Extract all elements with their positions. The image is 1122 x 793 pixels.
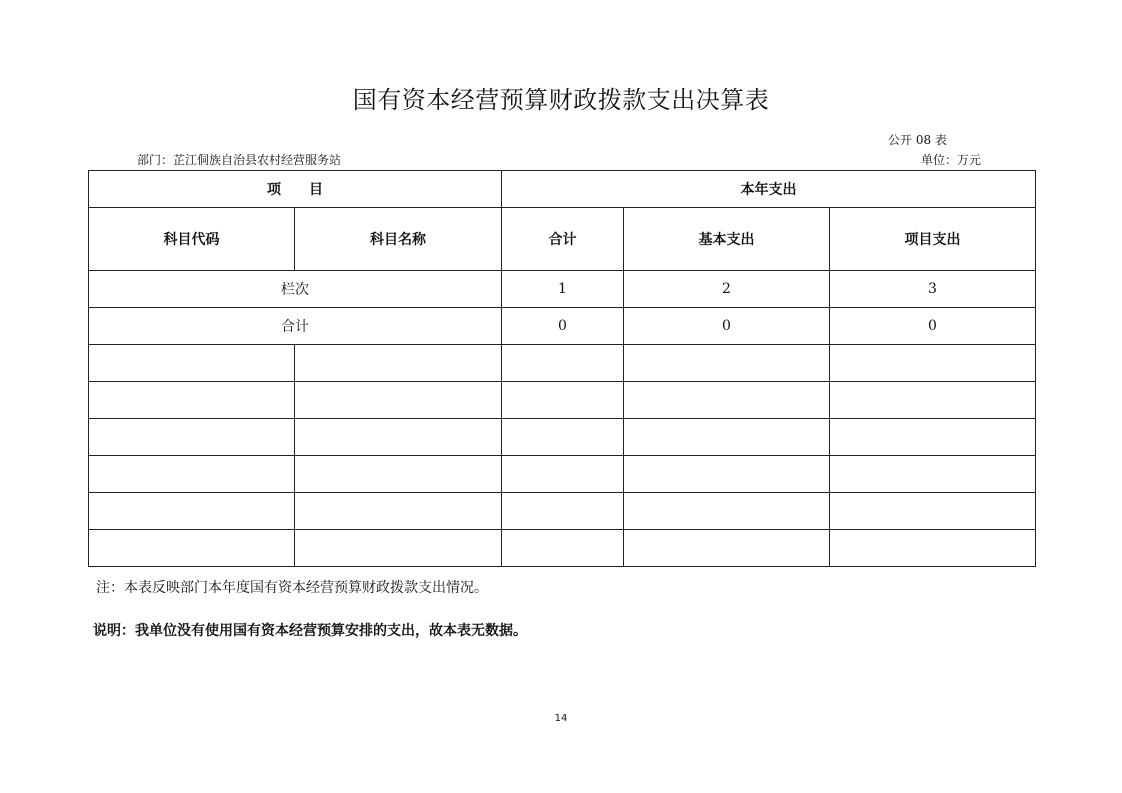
table-row xyxy=(89,493,1036,530)
table-cell xyxy=(624,456,830,493)
header-basic-expenditure: 基本支出 xyxy=(624,208,830,271)
header-subject-code: 科目代码 xyxy=(89,208,295,271)
table-cell xyxy=(830,345,1036,382)
table-cell xyxy=(624,419,830,456)
header-row-2 xyxy=(89,208,1036,271)
table-cell xyxy=(830,419,1036,456)
table-cell xyxy=(624,345,830,382)
table-cell xyxy=(295,456,502,493)
header-total: 合计 xyxy=(502,208,624,271)
table-cell xyxy=(89,345,295,382)
total-value-project: 0 xyxy=(830,308,1036,345)
table-cell xyxy=(624,530,830,567)
column-index-3: 3 xyxy=(830,271,1036,308)
column-index-1: 1 xyxy=(502,271,624,308)
table-cell xyxy=(502,493,624,530)
table-cell xyxy=(502,530,624,567)
table-row xyxy=(89,419,1036,456)
header-project-expenditure: 项目支出 xyxy=(830,208,1036,271)
column-index-2: 2 xyxy=(624,271,830,308)
table-row xyxy=(89,456,1036,493)
table-cell xyxy=(830,456,1036,493)
table-cell xyxy=(89,382,295,419)
header-subject-name: 科目名称 xyxy=(295,208,502,271)
header-item: 项 目 xyxy=(89,171,502,208)
table-cell xyxy=(624,382,830,419)
table-note: 注：本表反映部门本年度国有资本经营预算财政拨款支出情况。 xyxy=(96,580,488,596)
table-cell xyxy=(295,493,502,530)
explanation-text: 说明：我单位没有使用国有资本经营预算安排的支出，故本表无数据。 xyxy=(93,623,527,639)
page-number: 14 xyxy=(554,713,568,724)
total-label: 合计 xyxy=(89,308,502,345)
table-cell xyxy=(830,530,1036,567)
expenditure-table xyxy=(88,170,1036,567)
column-index-label: 栏次 xyxy=(89,271,502,308)
table-cell xyxy=(295,382,502,419)
table-cell xyxy=(502,456,624,493)
table-cell xyxy=(502,419,624,456)
table-cell xyxy=(502,382,624,419)
table-cell xyxy=(89,493,295,530)
total-value-sum: 0 xyxy=(502,308,624,345)
page-title: 国有资本经营预算财政拨款支出决算表 xyxy=(352,86,770,114)
header-row-1 xyxy=(89,171,1036,208)
table-cell xyxy=(830,493,1036,530)
table-cell xyxy=(89,456,295,493)
table-row xyxy=(89,530,1036,567)
table-cell xyxy=(295,345,502,382)
department-label: 部门：芷江侗族自治县农村经营服务站 xyxy=(137,153,342,167)
form-number: 公开 08 表 xyxy=(888,133,947,147)
table-row xyxy=(89,382,1036,419)
table-row xyxy=(89,345,1036,382)
table-cell xyxy=(295,419,502,456)
table-cell xyxy=(502,345,624,382)
row-column-index xyxy=(89,271,1036,308)
row-total xyxy=(89,308,1036,345)
unit-label: 单位：万元 xyxy=(921,153,982,167)
header-current-year-expenditure: 本年支出 xyxy=(502,171,1036,208)
table-cell xyxy=(295,530,502,567)
table-cell xyxy=(624,493,830,530)
total-value-basic: 0 xyxy=(624,308,830,345)
table-cell xyxy=(830,382,1036,419)
table-cell xyxy=(89,530,295,567)
table-cell xyxy=(89,419,295,456)
